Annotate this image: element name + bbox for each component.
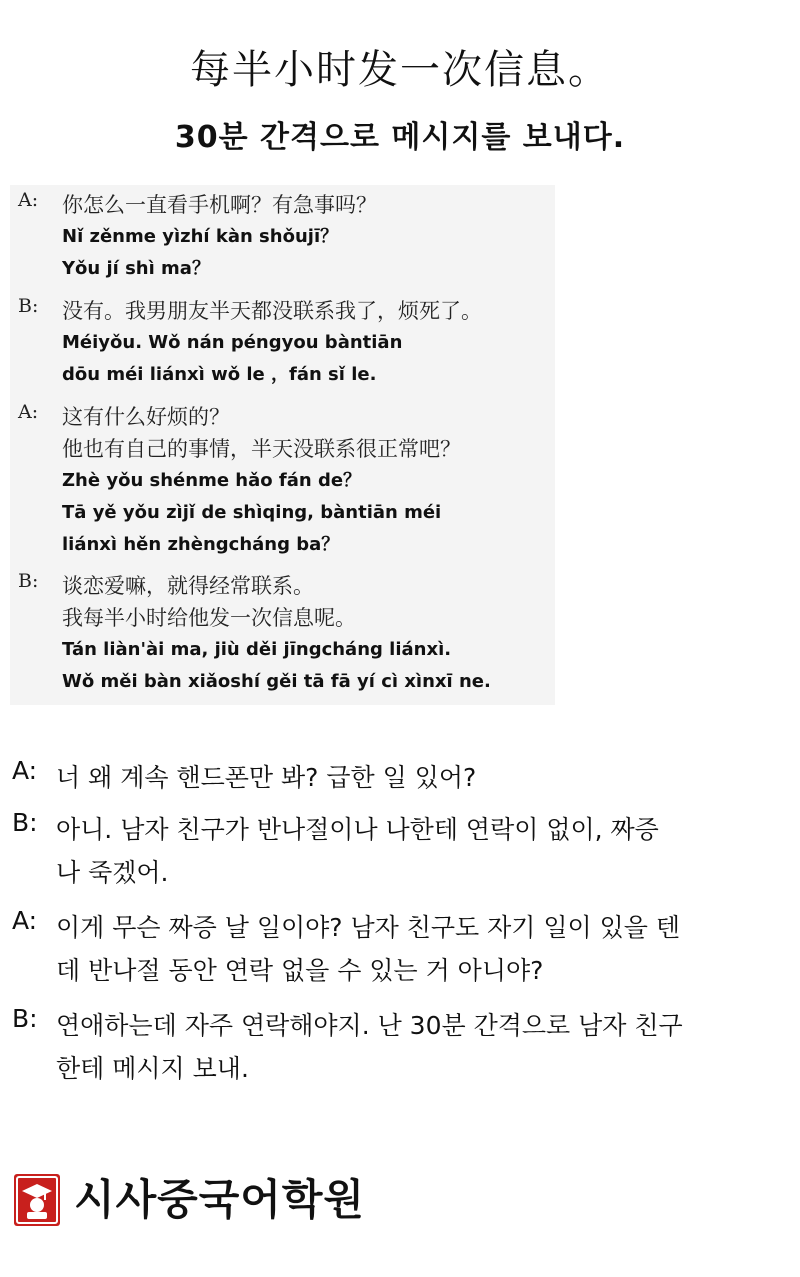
- pinyin-line: Méiyǒu. Wǒ nán péngyou bàntiān: [62, 332, 403, 353]
- speaker-label: B:: [18, 570, 39, 592]
- translation-text: 너 왜 계속 핸드폰만 봐? 급한 일 있어?: [56, 763, 477, 792]
- title-chinese: 每半小时发一次信息。: [190, 47, 610, 93]
- pinyin-line: Zhè yǒu shénme hǎo fán de？: [62, 470, 362, 491]
- pinyin-line: dōu méi liánxì wǒ le ，fán sǐ le.: [62, 364, 377, 385]
- pinyin-line: Tán liàn'ài ma, jiù děi jīngcháng liánxì.: [62, 639, 452, 660]
- translation-text: 한테 메시지 보내.: [56, 1054, 249, 1083]
- translation-text: 연애하는데 자주 연락해야지. 난 30분 간격으로 남자 친구: [56, 1011, 683, 1040]
- chinese-line: 没有。我男朋友半天都没联系我了，烦死了。: [62, 299, 482, 323]
- speaker-label: A:: [12, 756, 38, 785]
- speaker-label: A:: [12, 906, 38, 935]
- speaker-label: A:: [18, 401, 39, 423]
- dialogue-panel: [10, 185, 555, 705]
- translation-text: 이게 무슨 짜증 날 일이야? 남자 친구도 자기 일이 있을 텐: [56, 913, 681, 942]
- translation-text: 아니. 남자 친구가 반나절이나 나한테 연락이 없이, 짜증: [56, 815, 659, 844]
- chinese-line: 谈恋爱嘛，就得经常联系。: [62, 574, 314, 598]
- pinyin-line: Tā yě yǒu zìjǐ de shìqing, bàntiān méi: [62, 502, 442, 523]
- speaker-label: A:: [18, 189, 39, 211]
- chinese-line: 他也有自己的事情，半天没联系很正常吧？: [62, 437, 461, 461]
- chinese-line: 这有什么好烦的？: [62, 405, 230, 429]
- chinese-line: 你怎么一直看手机啊？有急事吗？: [62, 193, 377, 217]
- speaker-label: B:: [12, 1004, 38, 1033]
- pinyin-line: Yǒu jí shì ma？: [62, 258, 210, 279]
- sisa-logo-icon: [14, 1174, 60, 1226]
- brand-footer: [14, 1170, 514, 1230]
- speaker-label: B:: [18, 295, 39, 317]
- pinyin-line: Nǐ zěnme yìzhí kàn shǒujī？: [62, 226, 339, 247]
- speaker-label: B:: [12, 808, 38, 837]
- brand-name: 시사중국어학원: [74, 1175, 366, 1224]
- chinese-line: 我每半小时给他发一次信息呢。: [62, 606, 356, 630]
- translation-text: 나 죽겠어.: [56, 858, 169, 887]
- title-korean: 30분 간격으로 메시지를 보내다.: [174, 120, 626, 155]
- pinyin-line: Wǒ měi bàn xiǎoshí gěi tā fā yí cì xìnxī ne.: [62, 671, 491, 692]
- translation-text: 데 반나절 동안 연락 없을 수 있는 거 아니야?: [56, 956, 544, 985]
- pinyin-line: liánxì hěn zhèngcháng ba？: [62, 534, 340, 555]
